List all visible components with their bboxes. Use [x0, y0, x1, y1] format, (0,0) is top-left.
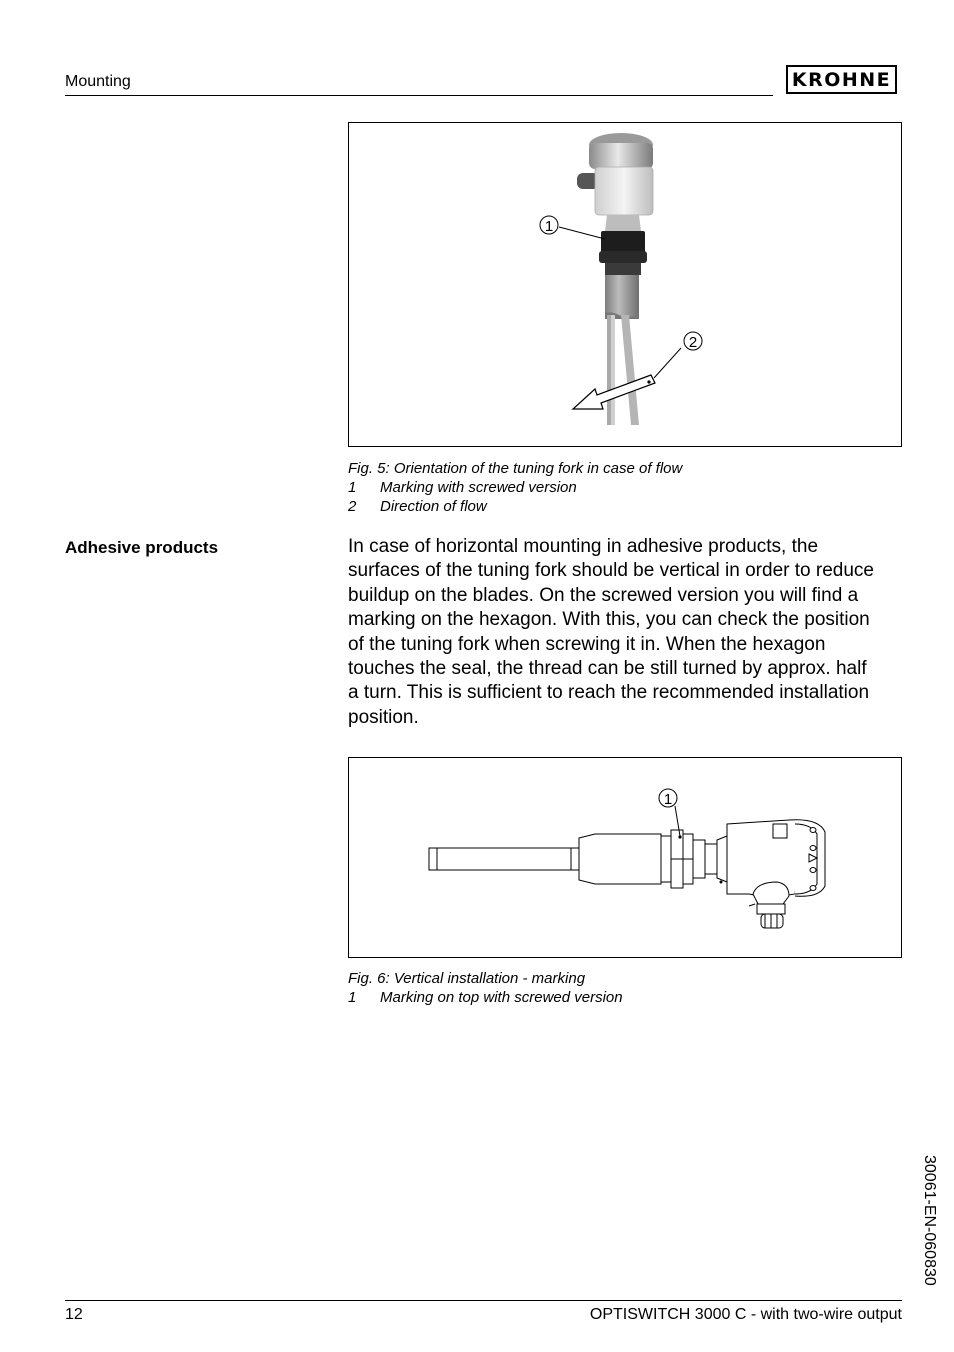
fig5-legend-num-1: 1	[348, 479, 357, 496]
tuning-fork-vertical-illustration	[349, 123, 903, 448]
footer-product-title: OPTISWITCH 3000 C - with two-wire output	[589, 1306, 902, 1323]
tuning-fork-horizontal-drawing	[349, 758, 903, 959]
page-number: 12	[65, 1306, 83, 1323]
logo-text: KROHNE	[791, 68, 892, 91]
figure-5-frame	[348, 122, 902, 447]
body-line: In case of horizontal mounting in adhesive products, the	[348, 536, 819, 557]
figure-5-caption: Fig. 5: Orientation of the tuning fork in case of flow	[348, 460, 683, 477]
figure-6-frame	[348, 757, 902, 958]
section-label-adhesive-products: Adhesive products	[65, 538, 219, 557]
fig5-legend-text-2: Direction of flow	[380, 498, 487, 515]
fig5-callout-1: 1	[544, 218, 554, 235]
fig6-callout-1: 1	[663, 791, 673, 808]
body-line: buildup on the blades. On the screwed version you will find a	[348, 584, 859, 606]
fig6-legend-text-1: Marking on top with screwed version	[380, 989, 623, 1006]
header-rule	[65, 95, 773, 96]
body-line: position.	[348, 706, 419, 728]
figure-6-caption: Fig. 6: Vertical installation - marking	[348, 970, 586, 987]
krohne-logo	[786, 65, 897, 94]
body-line: of the tuning fork when screwing it in. When the hexagon	[348, 633, 826, 655]
section-body-text	[348, 535, 904, 730]
fig5-legend-text-1: Marking with screwed version	[380, 479, 577, 496]
header-section-title: Mounting	[65, 73, 131, 90]
body-line: marking on the hexagon. With this, you can check the position	[348, 609, 870, 631]
fig6-legend-num-1: 1	[348, 989, 357, 1006]
body-line: a turn. This is sufficient to reach the recommended installation	[348, 682, 870, 704]
document-id: 30061-EN-060830	[921, 1155, 938, 1286]
fig5-callout-2: 2	[688, 334, 698, 351]
body-line: surfaces of the tuning fork should be vertical in order to reduce	[348, 560, 874, 582]
fig5-legend-num-2: 2	[348, 498, 357, 515]
footer-rule	[65, 1300, 902, 1301]
body-line: touches the seal, the thread can be still turned by approx. half	[348, 658, 867, 680]
